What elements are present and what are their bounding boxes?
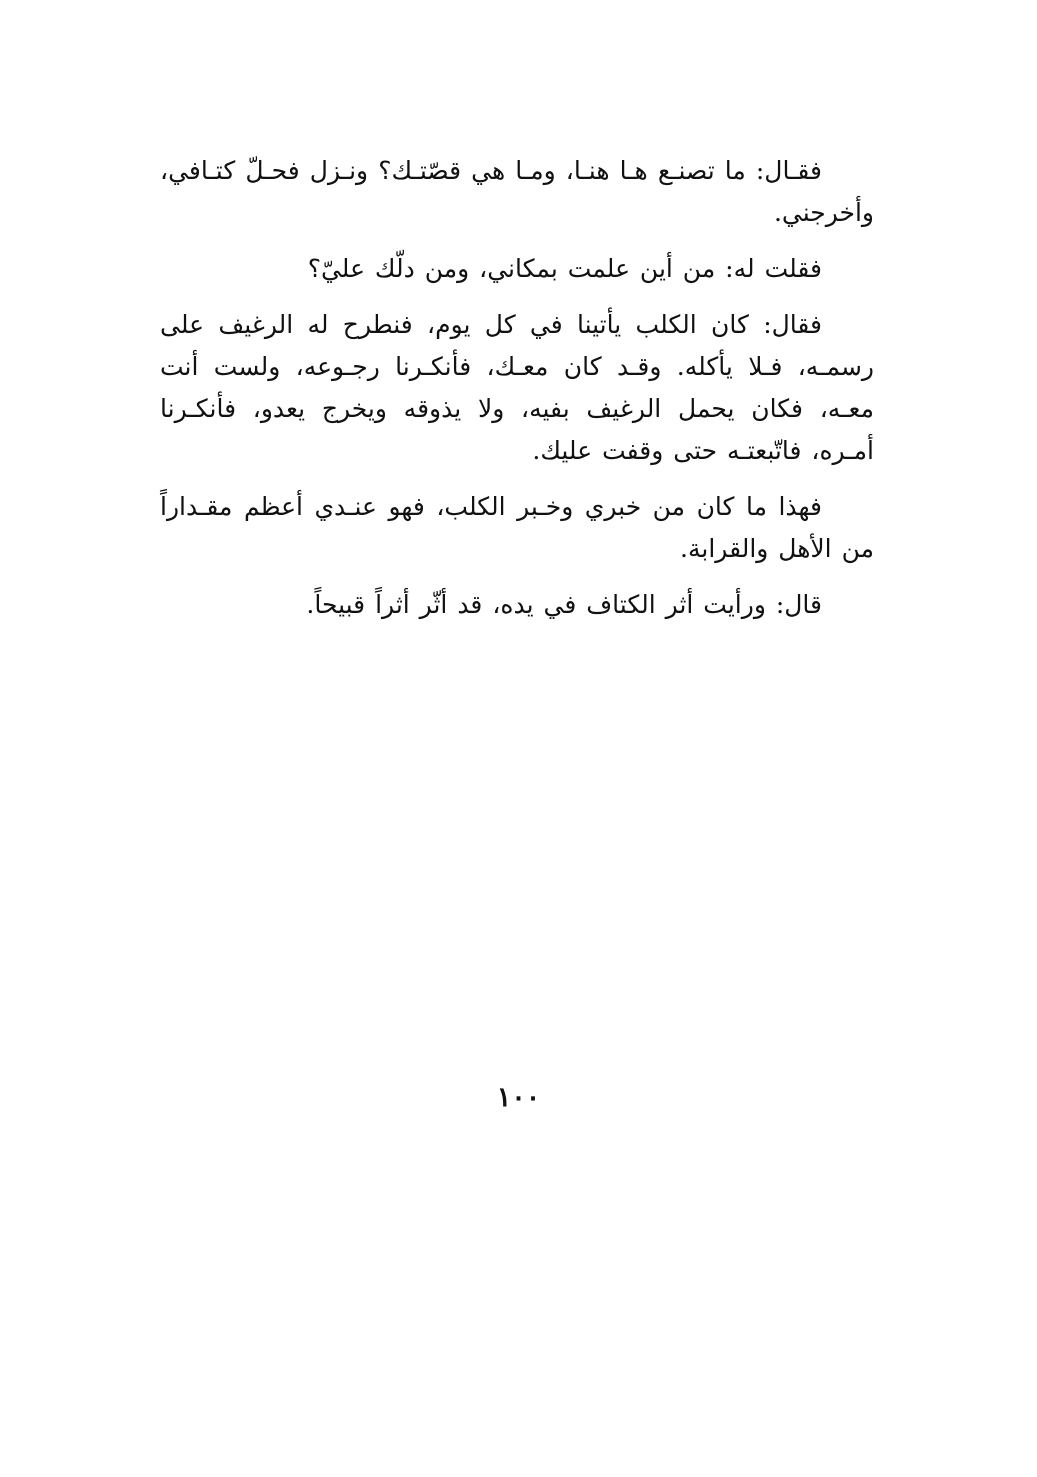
page-number: ١٠٠: [496, 1082, 541, 1113]
paragraph: فقـال: ما تصنـع هـا هنـا، ومـا هي قصّتـك؟ ونـزل فحـلّ كتـافي، وأخرجني.: [160, 156, 874, 227]
paragraph: فقال: كان الكلب يأتينا في كل يوم، فنطرح له الرغيف على رسمـه، فـلا يأكله. وقـد كان معـك، فأنكـرنا رجـوعه، ولست أنت معـه، فكان يحمل الرغيف بفيه، ولا يذوقه ويخرج يعدو، فأنكـرنا أمـره، فاتّبعتـه حتى وقفت عليك.: [160, 310, 874, 465]
paragraph: فهذا ما كان من خبري وخـبر الكلب، فهو عنـدي أعظم مقـداراً من الأهل والقرابة.: [160, 492, 874, 563]
body-text: [160, 150, 874, 640]
paragraph: قال: ورأيت أثر الكتاف في يده، قد أثّر أثراً قبيحاً.: [306, 590, 822, 619]
paragraph: فقلت له: من أين علمت بمكاني، ومن دلّك عليّ؟: [307, 254, 822, 283]
